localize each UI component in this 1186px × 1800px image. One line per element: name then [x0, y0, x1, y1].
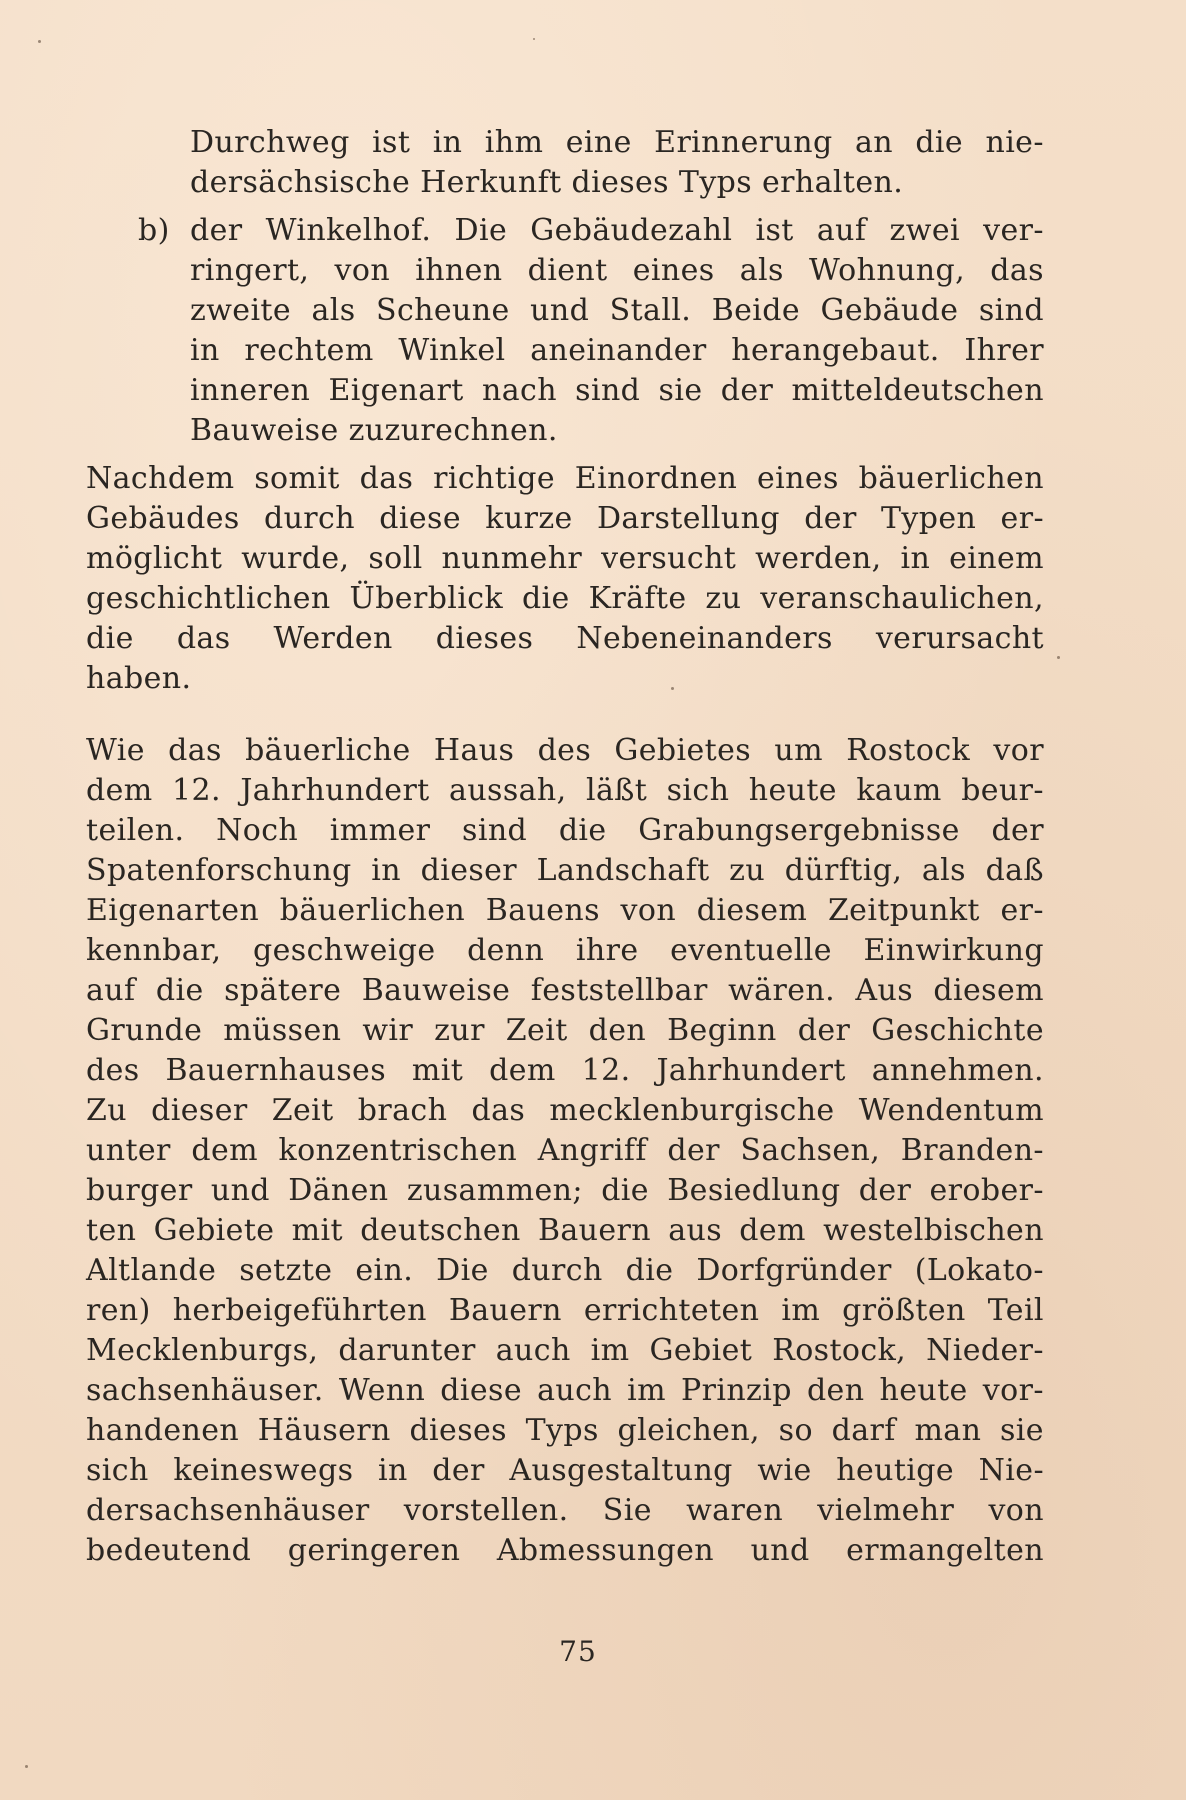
text-line: auf die spätere Bauweise feststellbar wären. Aus diesem: [86, 973, 1044, 1008]
text-line: der Winkelhof. Die Gebäudezahl ist auf zwei ver-: [190, 213, 1044, 248]
text-line: dersächsische Herkunft dieses Typs erhalten.: [190, 165, 904, 200]
text-line: haben.: [86, 661, 192, 696]
text-line: Bauweise zuzurechnen.: [190, 413, 558, 448]
list-marker: b): [138, 213, 170, 248]
paragraph: [86, 459, 1044, 699]
paper-speck: [25, 1765, 28, 1768]
paper-speck: [533, 38, 535, 40]
list-item-b: [86, 211, 1044, 451]
text-line: sachsenhäuser. Wenn diese auch im Prinzip den heute vor-: [86, 1373, 1044, 1408]
text-line: Altlande setzte ein. Die durch die Dorfgründer (Lokato-: [86, 1253, 1044, 1288]
text-line: in rechtem Winkel aneinander herangebaut. Ihrer: [190, 333, 1044, 368]
text-line: geschichtlichen Überblick die Kräfte zu veranschaulichen,: [86, 581, 1044, 616]
text-line: bedeutend geringeren Abmessungen und ermangelten: [86, 1533, 1044, 1568]
text-line: ten Gebiete mit deutschen Bauern aus dem westelbischen: [86, 1213, 1044, 1248]
text-line: Mecklenburgs, darunter auch im Gebiet Rostock, Nieder-: [86, 1333, 1044, 1368]
text-line: ringert, von ihnen dient eines als Wohnung, das: [190, 253, 1044, 288]
text-line: Grunde müssen wir zur Zeit den Beginn der Geschichte: [86, 1013, 1044, 1048]
text-line: Eigenarten bäuerlichen Bauens von diesem Zeitpunkt er-: [86, 893, 1044, 928]
text-line: burger und Dänen zusammen; die Besiedlung der erober-: [86, 1173, 1044, 1208]
text-line: zweite als Scheune und Stall. Beide Gebäude sind: [190, 293, 1044, 328]
text-line: dem 12. Jahrhundert aussah, läßt sich heute kaum beur-: [86, 773, 1044, 808]
text-line: handenen Häusern dieses Typs gleichen, so darf man sie: [86, 1413, 1044, 1448]
paper-speck: [671, 687, 674, 690]
text-line: Wie das bäuerliche Haus des Gebietes um Rostock vor: [86, 733, 1044, 768]
text-line: ren) herbeigeführten Bauern errichteten im größten Teil: [86, 1293, 1044, 1328]
text-line: unter dem konzentrischen Angriff der Sachsen, Branden-: [86, 1133, 1044, 1168]
paper-speck: [38, 40, 41, 43]
text-line: Nachdem somit das richtige Einordnen eines bäuerlichen: [86, 461, 1044, 496]
text-line: die das Werden dieses Nebeneinanders verursacht: [86, 621, 1044, 656]
page-number: 75: [559, 1635, 597, 1668]
text-line: des Bauernhauses mit dem 12. Jahrhundert annehmen.: [86, 1053, 1044, 1088]
text-line: Spatenforschung in dieser Landschaft zu dürftig, als daß: [86, 853, 1044, 888]
paper-speck: [1057, 656, 1060, 659]
paragraph: [86, 731, 1044, 1571]
text-line: möglicht wurde, soll nunmehr versucht werden, in einem: [86, 541, 1044, 576]
text-line: Gebäudes durch diese kurze Darstellung der Typen er-: [86, 501, 1044, 536]
text-line: Zu dieser Zeit brach das mecklenburgische Wendentum: [86, 1093, 1044, 1128]
text-line: inneren Eigenart nach sind sie der mitteldeutschen: [190, 373, 1044, 408]
page-text: [86, 123, 1044, 1571]
text-line: dersachsenhäuser vorstellen. Sie waren vielmehr von: [86, 1493, 1044, 1528]
intro-continuation: [86, 123, 1044, 203]
text-line: sich keineswegs in der Ausgestaltung wie heutige Nie-: [86, 1453, 1044, 1488]
text-line: Durchweg ist in ihm eine Erinnerung an die nie-: [190, 125, 1044, 160]
text-line: kennbar, geschweige denn ihre eventuelle Einwirkung: [86, 933, 1044, 968]
text-line: teilen. Noch immer sind die Grabungsergebnisse der: [86, 813, 1044, 848]
